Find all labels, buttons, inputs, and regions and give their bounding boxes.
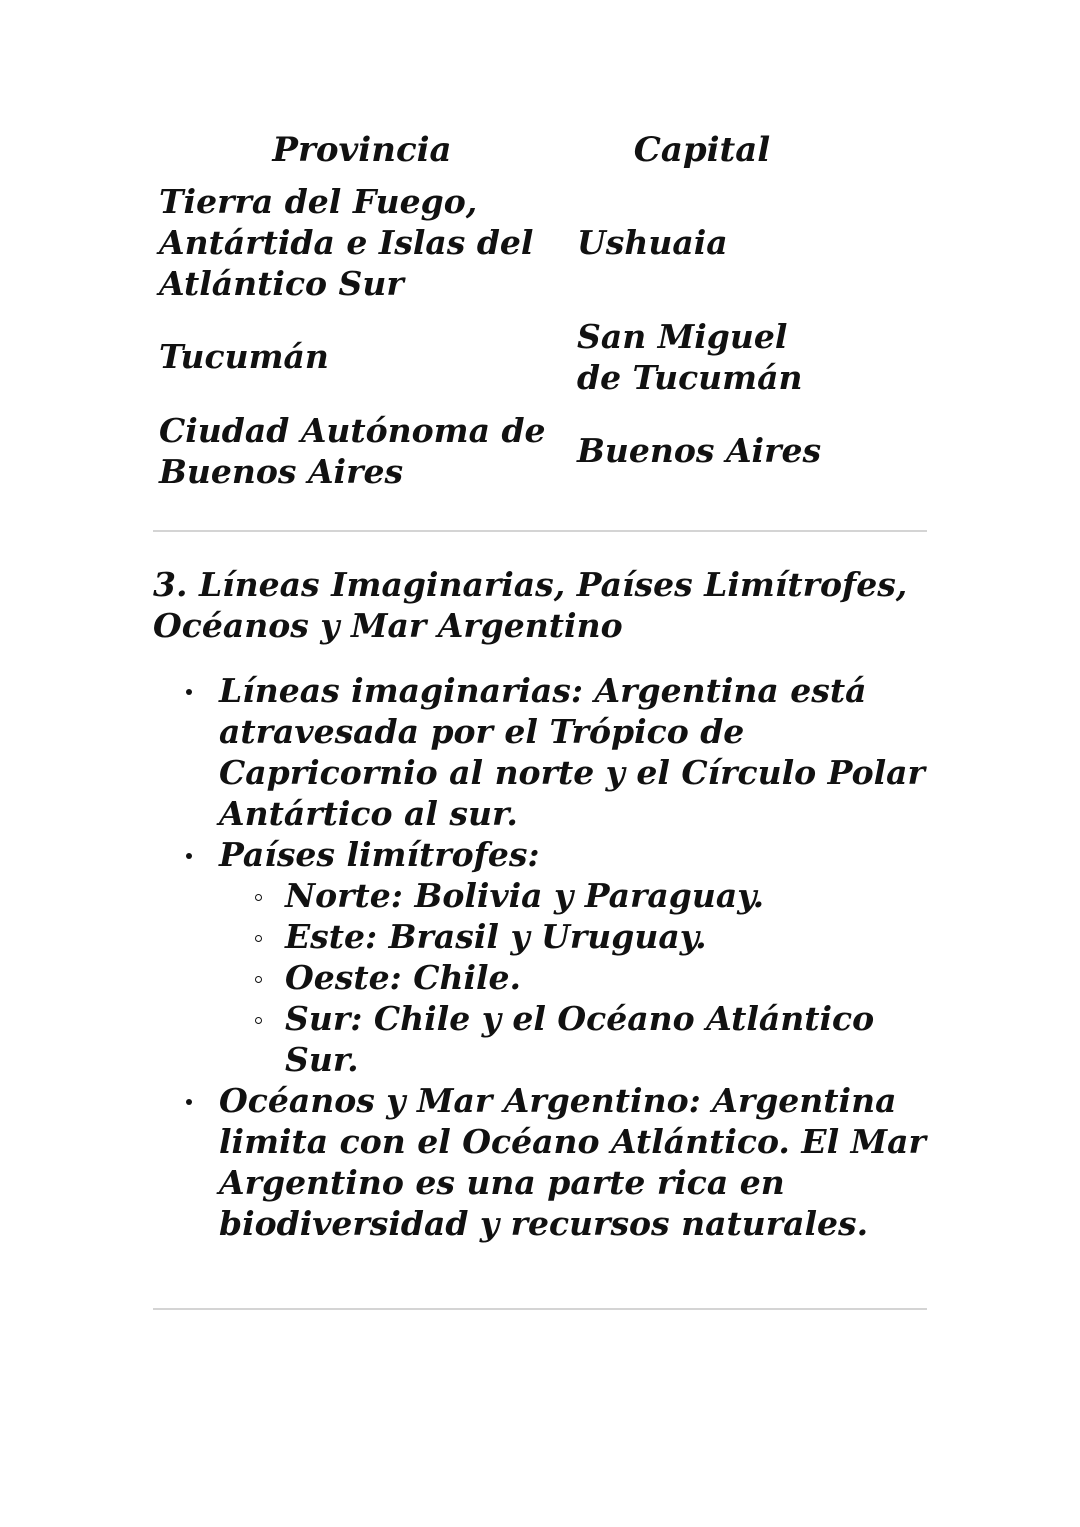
table-row <box>153 310 833 404</box>
table-row <box>153 175 833 310</box>
list-item-lineas <box>219 670 927 834</box>
list-item-paises <box>219 834 927 1080</box>
cell-capital: Ushuaia <box>577 222 728 262</box>
sub-bullet-list <box>219 875 927 1080</box>
cell-provincia: Tierra del Fuego, Antártida e Islas del Atlántico Sur <box>159 181 534 303</box>
cell-provincia: Ciudad Autónoma de Buenos Aires <box>159 410 546 491</box>
cell-provincia: Tucumán <box>159 337 329 377</box>
sub-list-item-este: Este: Brasil y Uruguay. <box>285 916 927 957</box>
header-capital: Capital <box>633 130 771 170</box>
list-item-text: Países limítrofes: <box>219 834 540 874</box>
cell-capital: San Miguel de Tucumán <box>577 316 803 397</box>
header-provincia: Provincia <box>272 130 452 170</box>
province-capital-table <box>153 128 833 498</box>
horizontal-divider <box>153 1308 927 1310</box>
document-page <box>153 128 927 1310</box>
horizontal-divider <box>153 530 927 532</box>
list-item-text: Océanos y Mar Argentino: Argentina limita con el Océano Atlántico. El Mar Argentino es una parte rica en biodiversidad y recursos naturales. <box>219 1080 926 1243</box>
list-item-text: Líneas imaginarias: Argentina está atravesada por el Trópico de Capricornio al norte y el Círculo Polar Antártico al sur. <box>219 670 925 833</box>
sub-list-item-norte: Norte: Bolivia y Paraguay. <box>285 875 927 916</box>
table-row <box>153 404 833 498</box>
cell-capital: Buenos Aires <box>577 431 822 471</box>
table-header-row <box>153 128 833 175</box>
section-title: 3. Líneas Imaginarias, Países Limítrofes, Océanos y Mar Argentino <box>153 564 908 645</box>
bullet-list <box>153 670 927 1244</box>
list-item-oceanos <box>219 1080 927 1244</box>
sub-list-item-oeste: Oeste: Chile. <box>285 957 927 998</box>
sub-list-item-sur: Sur: Chile y el Océano Atlántico Sur. <box>285 998 927 1080</box>
